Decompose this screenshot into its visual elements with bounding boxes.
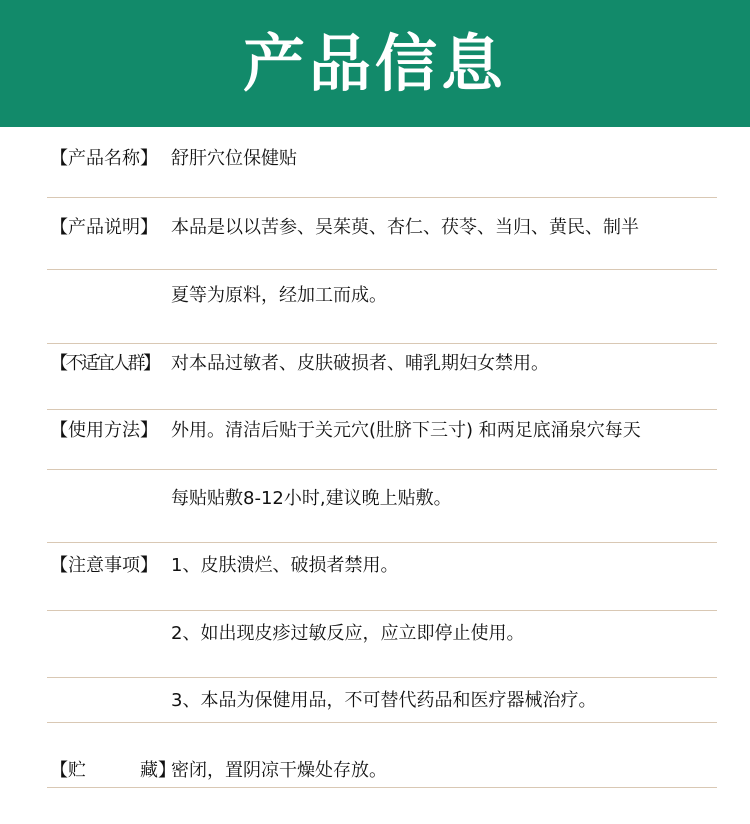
row-value: 夏等为原料，经加工而成。 — [171, 285, 387, 306]
row-value: 舒肝穴位保健贴 — [171, 148, 297, 169]
divider — [47, 677, 717, 678]
divider — [47, 542, 717, 543]
row-label: 【注意事项】 — [50, 555, 158, 576]
row-label: 【产品名称】 — [50, 148, 158, 169]
divider — [47, 269, 717, 270]
divider — [47, 343, 717, 344]
row-value: 1、皮肤溃烂、破损者禁用。 — [171, 555, 399, 576]
row-label — [50, 762, 176, 780]
row-value: 密闭，置阴凉干燥处存放。 — [171, 760, 387, 781]
row-value: 2、如出现皮疹过敏反应，应立即停止使用。 — [171, 623, 525, 644]
row-label: 【不适宜人群】 — [50, 353, 159, 374]
divider — [47, 787, 717, 788]
row-value: 每贴贴敷8-12小时,建议晚上贴敷。 — [171, 488, 452, 509]
row-label: 【产品说明】 — [50, 217, 158, 238]
row-value: 本品是以以苦参、吴茱萸、杏仁、茯苓、当归、黄民、制半 — [171, 217, 639, 238]
row-label: 【使用方法】 — [50, 420, 158, 441]
row-label-left: 【贮 — [50, 760, 86, 781]
divider — [47, 722, 717, 723]
divider — [47, 409, 717, 410]
row-label-right: 藏】 — [140, 760, 176, 781]
header-banner — [0, 0, 750, 127]
row-value: 3、本品为保健用品，不可替代药品和医疗器械治疗。 — [171, 690, 597, 711]
row-value: 对本品过敏者、皮肤破损者、哺乳期妇女禁用。 — [171, 353, 549, 374]
divider — [47, 469, 717, 470]
row-value: 外用。清洁后贴于关元穴(肚脐下三寸) 和两足底涌泉穴每天 — [171, 420, 641, 441]
divider — [47, 610, 717, 611]
page-title: 产品信息 — [242, 26, 507, 100]
divider — [47, 197, 717, 198]
